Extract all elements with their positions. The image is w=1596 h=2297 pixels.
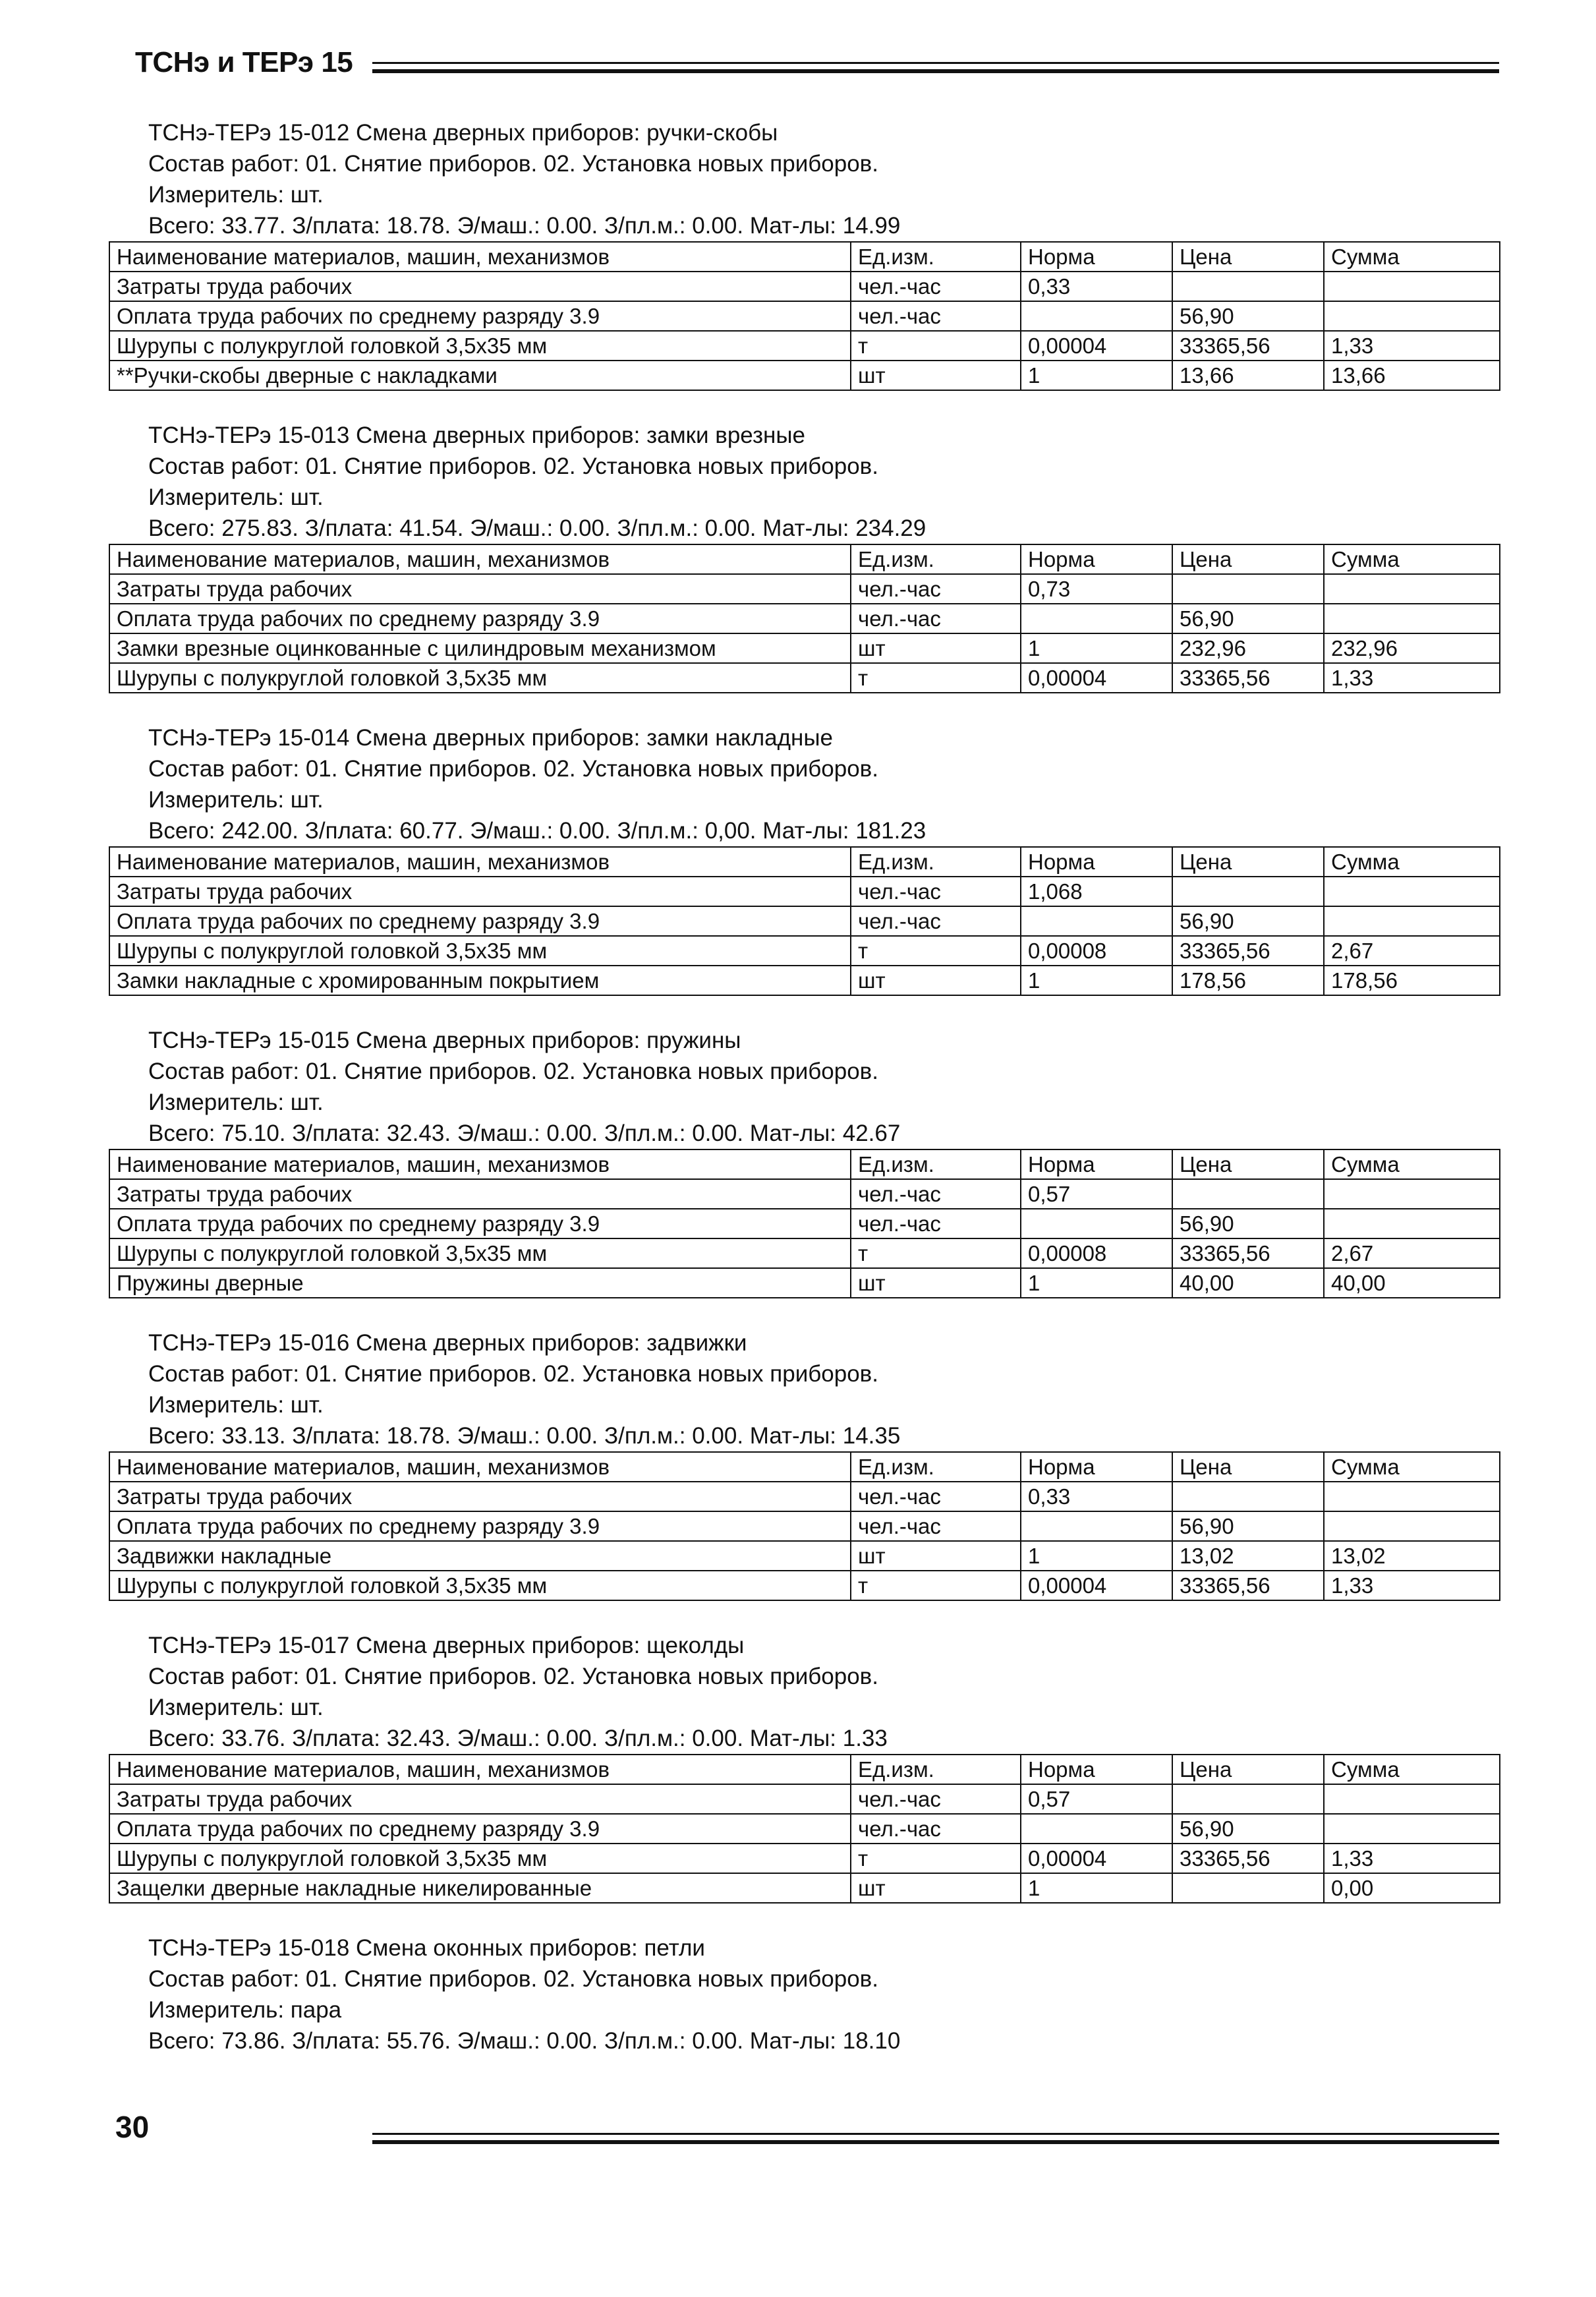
header-cell-name: Наименование материалов, машин, механизмов [109, 242, 851, 272]
cell-unit: чел.-час [851, 877, 1021, 906]
cell-price: 56,90 [1172, 604, 1324, 633]
cell-name: Оплата труда рабочих по среднему разряду 3.9 [109, 604, 851, 633]
work-composition: Состав работ: 01. Снятие приборов. 02. Установка новых приборов. [148, 1664, 879, 1689]
header-cell-norm: Норма [1021, 242, 1172, 272]
resource-table [109, 846, 1500, 996]
header-cell-sum: Сумма [1324, 544, 1500, 574]
cell-price: 56,90 [1172, 301, 1324, 331]
cell-unit: чел.-час [851, 1179, 1021, 1209]
cell-unit: чел.-час [851, 272, 1021, 301]
running-title: ТСНэ и ТЕРэ 15 [135, 46, 353, 78]
cell-unit: шт [851, 361, 1021, 390]
cell-norm: 0,33 [1021, 1482, 1172, 1511]
page-footer [109, 2109, 1499, 2155]
cell-sum: 1,33 [1324, 331, 1500, 361]
cell-unit: чел.-час [851, 574, 1021, 604]
table-row [109, 301, 1500, 331]
cell-price: 56,90 [1172, 1209, 1324, 1238]
cell-norm: 0,00004 [1021, 663, 1172, 693]
cell-norm: 1,068 [1021, 877, 1172, 906]
cell-sum: 0,00 [1324, 1873, 1500, 1903]
cell-price: 40,00 [1172, 1268, 1324, 1298]
cell-name: Оплата труда рабочих по среднему разряду 3.9 [109, 1209, 851, 1238]
cost-totals: Всего: 75.10. З/плата: 32.43. Э/маш.: 0.00. З/пл.м.: 0.00. Мат-лы: 42.67 [148, 1120, 901, 1146]
cell-sum: 13,66 [1324, 361, 1500, 390]
cell-name: Шурупы с полукруглой головкой 3,5x35 мм [109, 1844, 851, 1873]
cell-unit: чел.-час [851, 301, 1021, 331]
cell-unit: чел.-час [851, 1814, 1021, 1844]
measure-unit: Измеритель: шт. [148, 1090, 324, 1115]
header-cell-name: Наименование материалов, машин, механизмов [109, 1149, 851, 1179]
header-cell-sum: Сумма [1324, 1755, 1500, 1784]
cell-norm: 0,00004 [1021, 1844, 1172, 1873]
header-cell-name: Наименование материалов, машин, механизмов [109, 1452, 851, 1482]
header-cell-unit: Ед.изм. [851, 1452, 1021, 1482]
cell-norm [1021, 604, 1172, 633]
table-row [109, 877, 1500, 906]
cell-sum [1324, 1784, 1500, 1814]
cell-norm: 0,00008 [1021, 936, 1172, 966]
cell-unit: шт [851, 1268, 1021, 1298]
cell-sum: 2,67 [1324, 1238, 1500, 1268]
rate-section [109, 1933, 1499, 2056]
cell-price [1172, 1784, 1324, 1814]
header-cell-norm: Норма [1021, 544, 1172, 574]
cell-norm [1021, 301, 1172, 331]
cell-name: Затраты труда рабочих [109, 272, 851, 301]
table-row [109, 604, 1500, 633]
cell-name: Шурупы с полукруглой головкой 3,5x35 мм [109, 1238, 851, 1268]
cost-totals: Всего: 33.76. З/плата: 32.43. Э/маш.: 0.00. З/пл.м.: 0.00. Мат-лы: 1.33 [148, 1726, 888, 1751]
header-cell-sum: Сумма [1324, 847, 1500, 877]
cell-price: 33365,56 [1172, 331, 1324, 361]
cell-name: Шурупы с полукруглой головкой 3,5x35 мм [109, 663, 851, 693]
work-composition: Состав работ: 01. Снятие приборов. 02. Установка новых приборов. [148, 1966, 879, 1992]
resource-table [109, 1451, 1500, 1601]
table-row [109, 331, 1500, 361]
cell-unit: чел.-час [851, 906, 1021, 936]
cell-name: Замки врезные оцинкованные с цилиндровым механизмом [109, 633, 851, 663]
header-cell-price: Цена [1172, 242, 1324, 272]
cell-name: Оплата труда рабочих по среднему разряду 3.9 [109, 301, 851, 331]
cell-name: Защелки дверные накладные никелированные [109, 1873, 851, 1903]
cell-price [1172, 1179, 1324, 1209]
header-cell-price: Цена [1172, 544, 1324, 574]
cell-name: Оплата труда рабочих по среднему разряду 3.9 [109, 1814, 851, 1844]
table-row [109, 1844, 1500, 1873]
table-row [109, 1784, 1500, 1814]
cell-price: 13,02 [1172, 1541, 1324, 1571]
work-composition: Состав работ: 01. Снятие приборов. 02. Установка новых приборов. [148, 1059, 879, 1084]
work-composition: Состав работ: 01. Снятие приборов. 02. Установка новых приборов. [148, 453, 879, 479]
table-row [109, 633, 1500, 663]
cell-sum: 1,33 [1324, 663, 1500, 693]
cell-sum [1324, 604, 1500, 633]
header-cell-norm: Норма [1021, 847, 1172, 877]
header-rule [372, 62, 1499, 73]
cell-price: 13,66 [1172, 361, 1324, 390]
cell-sum [1324, 1511, 1500, 1541]
header-cell-price: Цена [1172, 1755, 1324, 1784]
cell-price [1172, 1873, 1324, 1903]
cell-sum [1324, 272, 1500, 301]
cell-sum [1324, 1179, 1500, 1209]
cell-unit: т [851, 331, 1021, 361]
cell-name: Шурупы с полукруглой головкой 3,5x35 мм [109, 331, 851, 361]
rate-section [109, 722, 1499, 996]
table-row [109, 574, 1500, 604]
work-composition: Состав работ: 01. Снятие приборов. 02. Установка новых приборов. [148, 756, 879, 782]
cell-price: 178,56 [1172, 966, 1324, 995]
header-cell-unit: Ед.изм. [851, 242, 1021, 272]
cell-unit: т [851, 1844, 1021, 1873]
measure-unit: Измеритель: шт. [148, 1392, 324, 1418]
table-row [109, 1541, 1500, 1571]
document-body [109, 117, 1499, 2085]
cell-norm: 0,00008 [1021, 1238, 1172, 1268]
table-row [109, 1482, 1500, 1511]
header-cell-norm: Норма [1021, 1755, 1172, 1784]
cell-price: 33365,56 [1172, 936, 1324, 966]
rate-title: ТСНэ-ТЕРэ 15-012 Смена дверных приборов: ручки-скобы [148, 120, 778, 146]
header-cell-sum: Сумма [1324, 1452, 1500, 1482]
cell-unit: чел.-час [851, 1784, 1021, 1814]
table-row [109, 936, 1500, 966]
table-row [109, 663, 1500, 693]
cell-unit: т [851, 663, 1021, 693]
cell-norm: 1 [1021, 1873, 1172, 1903]
rate-section [109, 1327, 1499, 1601]
cell-norm: 0,00004 [1021, 1571, 1172, 1600]
cell-norm: 1 [1021, 1268, 1172, 1298]
header-cell-name: Наименование материалов, машин, механизмов [109, 1755, 851, 1784]
cell-sum [1324, 1814, 1500, 1844]
cost-totals: Всего: 242.00. З/плата: 60.77. Э/маш.: 0.00. З/пл.м.: 0,00. Мат-лы: 181.23 [148, 818, 926, 844]
cell-price: 33365,56 [1172, 1238, 1324, 1268]
cell-name: Пружины дверные [109, 1268, 851, 1298]
cell-name: Задвижки накладные [109, 1541, 851, 1571]
cell-name: Замки накладные с хромированным покрытием [109, 966, 851, 995]
measure-unit: Измеритель: шт. [148, 1695, 324, 1720]
cell-sum: 40,00 [1324, 1268, 1500, 1298]
measure-unit: Измеритель: шт. [148, 182, 324, 208]
cell-sum: 1,33 [1324, 1844, 1500, 1873]
cell-price: 56,90 [1172, 906, 1324, 936]
cost-totals: Всего: 33.77. З/плата: 18.78. Э/маш.: 0.00. З/пл.м.: 0.00. Мат-лы: 14.99 [148, 213, 901, 239]
cell-unit: чел.-час [851, 1209, 1021, 1238]
cost-totals: Всего: 73.86. З/плата: 55.76. Э/маш.: 0.00. З/пл.м.: 0.00. Мат-лы: 18.10 [148, 2028, 901, 2054]
cell-norm [1021, 1209, 1172, 1238]
table-row [109, 966, 1500, 995]
rate-section [109, 1025, 1499, 1298]
cell-unit: т [851, 936, 1021, 966]
cell-norm: 0,57 [1021, 1784, 1172, 1814]
cell-norm: 1 [1021, 361, 1172, 390]
table-row [109, 361, 1500, 390]
rate-section [109, 1630, 1499, 1904]
table-header-row [109, 1755, 1500, 1784]
cell-name: Оплата труда рабочих по среднему разряду 3.9 [109, 906, 851, 936]
cell-sum: 1,33 [1324, 1571, 1500, 1600]
cell-norm: 0,33 [1021, 272, 1172, 301]
resource-table [109, 241, 1500, 391]
cell-price: 33365,56 [1172, 1844, 1324, 1873]
table-header-row [109, 847, 1500, 877]
cell-name: **Ручки-скобы дверные с накладками [109, 361, 851, 390]
table-row [109, 1179, 1500, 1209]
page-number: 30 [115, 2110, 150, 2144]
cell-unit: чел.-час [851, 1511, 1021, 1541]
header-cell-norm: Норма [1021, 1452, 1172, 1482]
table-header-row [109, 1452, 1500, 1482]
cell-sum: 13,02 [1324, 1541, 1500, 1571]
cell-unit: шт [851, 1873, 1021, 1903]
work-composition: Состав работ: 01. Снятие приборов. 02. Установка новых приборов. [148, 1361, 879, 1387]
resource-table [109, 1754, 1500, 1904]
cell-name: Затраты труда рабочих [109, 1179, 851, 1209]
cell-price: 33365,56 [1172, 1571, 1324, 1600]
table-row [109, 1511, 1500, 1541]
cell-unit: шт [851, 633, 1021, 663]
cell-name: Затраты труда рабочих [109, 877, 851, 906]
cell-norm: 1 [1021, 966, 1172, 995]
page-header [109, 46, 1499, 86]
measure-unit: Измеритель: шт. [148, 484, 324, 510]
cell-price [1172, 574, 1324, 604]
cell-sum [1324, 301, 1500, 331]
header-cell-unit: Ед.изм. [851, 847, 1021, 877]
cell-name: Оплата труда рабочих по среднему разряду 3.9 [109, 1511, 851, 1541]
header-cell-unit: Ед.изм. [851, 544, 1021, 574]
header-cell-unit: Ед.изм. [851, 1149, 1021, 1179]
cell-sum: 178,56 [1324, 966, 1500, 995]
header-cell-name: Наименование материалов, машин, механизмов [109, 847, 851, 877]
cell-price [1172, 877, 1324, 906]
cell-name: Шурупы с полукруглой головкой 3,5x35 мм [109, 936, 851, 966]
header-cell-sum: Сумма [1324, 242, 1500, 272]
measure-unit: Измеритель: шт. [148, 787, 324, 813]
measure-unit: Измеритель: пара [148, 1997, 342, 2023]
table-row [109, 1268, 1500, 1298]
table-row [109, 1209, 1500, 1238]
cell-unit: т [851, 1571, 1021, 1600]
footer-rule [372, 2133, 1499, 2144]
cell-norm: 0,00004 [1021, 331, 1172, 361]
cell-unit: чел.-час [851, 1482, 1021, 1511]
cell-norm: 0,73 [1021, 574, 1172, 604]
cell-name: Затраты труда рабочих [109, 574, 851, 604]
cell-sum: 232,96 [1324, 633, 1500, 663]
cell-sum [1324, 877, 1500, 906]
cell-name: Шурупы с полукруглой головкой 3,5x35 мм [109, 1571, 851, 1600]
cell-price: 56,90 [1172, 1511, 1324, 1541]
cell-price: 232,96 [1172, 633, 1324, 663]
cell-unit: шт [851, 1541, 1021, 1571]
table-row [109, 1238, 1500, 1268]
cell-unit: шт [851, 966, 1021, 995]
header-cell-norm: Норма [1021, 1149, 1172, 1179]
cell-price [1172, 272, 1324, 301]
cell-sum: 2,67 [1324, 936, 1500, 966]
header-cell-price: Цена [1172, 1149, 1324, 1179]
header-cell-price: Цена [1172, 847, 1324, 877]
table-row [109, 1571, 1500, 1600]
cell-sum [1324, 574, 1500, 604]
rate-title: ТСНэ-ТЕРэ 15-013 Смена дверных приборов: замки врезные [148, 422, 805, 448]
header-cell-price: Цена [1172, 1452, 1324, 1482]
table-row [109, 272, 1500, 301]
cell-name: Затраты труда рабочих [109, 1482, 851, 1511]
cell-norm: 1 [1021, 633, 1172, 663]
cell-norm [1021, 906, 1172, 936]
cell-name: Затраты труда рабочих [109, 1784, 851, 1814]
cell-price [1172, 1482, 1324, 1511]
table-row [109, 1814, 1500, 1844]
cell-norm: 1 [1021, 1541, 1172, 1571]
cell-sum [1324, 906, 1500, 936]
rate-title: ТСНэ-ТЕРэ 15-015 Смена дверных приборов: пружины [148, 1028, 741, 1053]
work-composition: Состав работ: 01. Снятие приборов. 02. Установка новых приборов. [148, 151, 879, 177]
header-cell-name: Наименование материалов, машин, механизмов [109, 544, 851, 574]
table-header-row [109, 1149, 1500, 1179]
rate-title: ТСНэ-ТЕРэ 15-018 Смена оконных приборов: петли [148, 1935, 705, 1961]
cell-norm: 0,57 [1021, 1179, 1172, 1209]
header-cell-sum: Сумма [1324, 1149, 1500, 1179]
cost-totals: Всего: 275.83. З/плата: 41.54. Э/маш.: 0.00. З/пл.м.: 0.00. Мат-лы: 234.29 [148, 515, 926, 541]
cell-sum [1324, 1482, 1500, 1511]
cell-price: 56,90 [1172, 1814, 1324, 1844]
rate-section [109, 420, 1499, 693]
cell-norm [1021, 1814, 1172, 1844]
cell-unit: т [851, 1238, 1021, 1268]
rate-title: ТСНэ-ТЕРэ 15-014 Смена дверных приборов: замки накладные [148, 725, 833, 751]
header-cell-unit: Ед.изм. [851, 1755, 1021, 1784]
cell-price: 33365,56 [1172, 663, 1324, 693]
rate-section [109, 117, 1499, 391]
table-header-row [109, 544, 1500, 574]
cell-unit: чел.-час [851, 604, 1021, 633]
rate-title: ТСНэ-ТЕРэ 15-016 Смена дверных приборов: задвижки [148, 1330, 747, 1356]
cell-norm [1021, 1511, 1172, 1541]
resource-table [109, 1149, 1500, 1298]
table-header-row [109, 242, 1500, 272]
table-row [109, 1873, 1500, 1903]
rate-title: ТСНэ-ТЕРэ 15-017 Смена дверных приборов: щеколды [148, 1633, 745, 1658]
cell-sum [1324, 1209, 1500, 1238]
table-row [109, 906, 1500, 936]
resource-table [109, 544, 1500, 693]
cost-totals: Всего: 33.13. З/плата: 18.78. Э/маш.: 0.00. З/пл.м.: 0.00. Мат-лы: 14.35 [148, 1423, 901, 1449]
